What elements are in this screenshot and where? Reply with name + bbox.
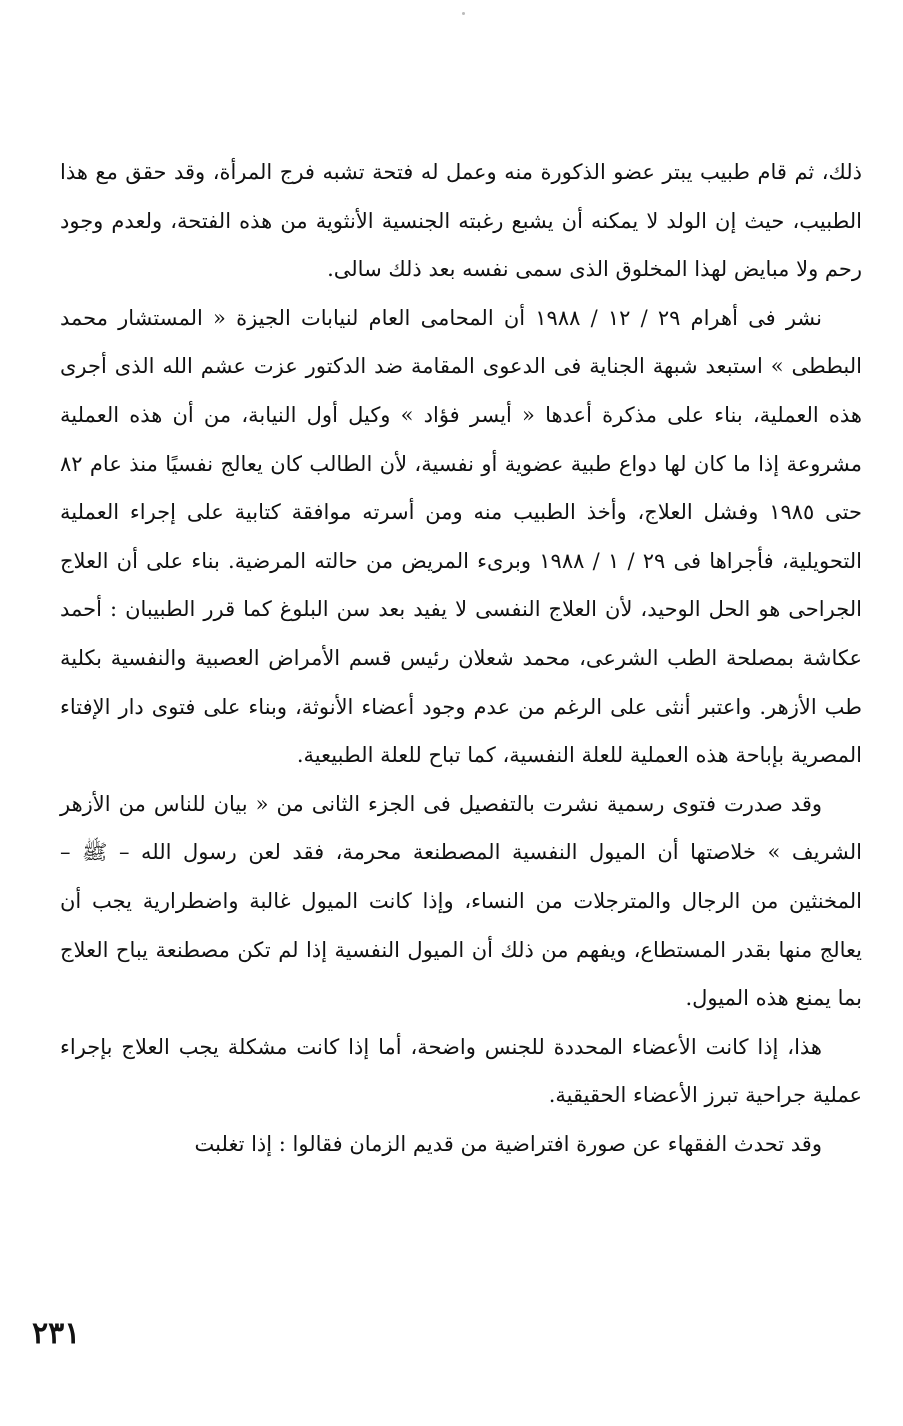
- paragraph-2: نشر فى أهرام ٢٩ / ١٢ / ١٩٨٨ أن المحامى العام لنيابات الجيزة « المستشار محمد البططى » استبعد شبهة الجناية فى الدعوى المقامة ضد الدكتور عزت عشم الله الذى أجرى هذه العملية، بناء على مذكرة أعدها « أيسر فؤاد » وكيل أول النيابة، من أن هذه العملية مشروعة إذا ما كان لها دواع طبية عضوية أو نفسية، لأن الطالب كان يعالج نفسيًا منذ عام ٨٢ حتى ١٩٨٥ وفشل العلاج، وأخذ الطبيب منه ومن أسرته موافقة كتابية على إجراء العملية التحويلية، فأجراها فى ٢٩ / ١ / ١٩٨٨ وبرىء المريض من حالته المرضية. بناء على أن العلاج الجراحى هو الحل الوحيد، لأن العلاج النفسى لا يفيد بعد سن البلوغ كما قرر الطبيبان : أحمد عكاشة بمصلحة الطب الشرعى، محمد شعلان رئيس قسم الأمراض العصبية والنفسية بكلية طب الأزهر. واعتبر أنثى على الرغم من عدم وجود أعضاء الأنوثة، وبناء على فتوى دار الإفتاء المصرية بإباحة هذه العملية للعلة النفسية، كما تباح للعلة الطبيعية.: [60, 305, 862, 768]
- paragraph-4: هذا، إذا كانت الأعضاء المحددة للجنس واضحة، أما إذا كانت مشكلة يجب العلاج بإجراء عملية جراحية تبرز الأعضاء الحقيقية.: [60, 1034, 862, 1108]
- paragraph-5: وقد تحدث الفقهاء عن صورة افتراضية من قديم الزمان فقالوا : إذا تغلبت: [194, 1131, 822, 1156]
- paragraph-3: وقد صدرت فتوى رسمية نشرت بالتفصيل فى الجزء الثانى من « بيان للناس من الأزهر الشريف » خلاصتها أن الميول النفسية المصطنعة محرمة، فقد لعن رسول الله – ﷺ – المخنثين من الرجال والمترجلات من النساء، وإذا كانت الميول غالبة واضطرارية يجب أن يعالج منها بقدر المستطاع، ويفهم من ذلك أن الميول النفسية إذا لم تكن مصطنعة يباح العلاج بما يمنع هذه الميول.: [60, 791, 862, 1011]
- paragraph-1: ذلك، ثم قام طبيب يبتر عضو الذكورة منه وعمل له فتحة تشبه فرج المرأة، وقد حقق مع هذا الطبيب، حيث إن الولد لا يمكنه أن يشبع رغبته الجنسية الأنثوية من هذه الفتحة، ولعدم وجود رحم ولا مبايض لهذا المخلوق الذى سمى نفسه بعد ذلك سالى.: [60, 160, 862, 282]
- scan-speck: [462, 12, 465, 15]
- body-text: [60, 148, 862, 1168]
- page-number: ٢٣١: [32, 1316, 81, 1351]
